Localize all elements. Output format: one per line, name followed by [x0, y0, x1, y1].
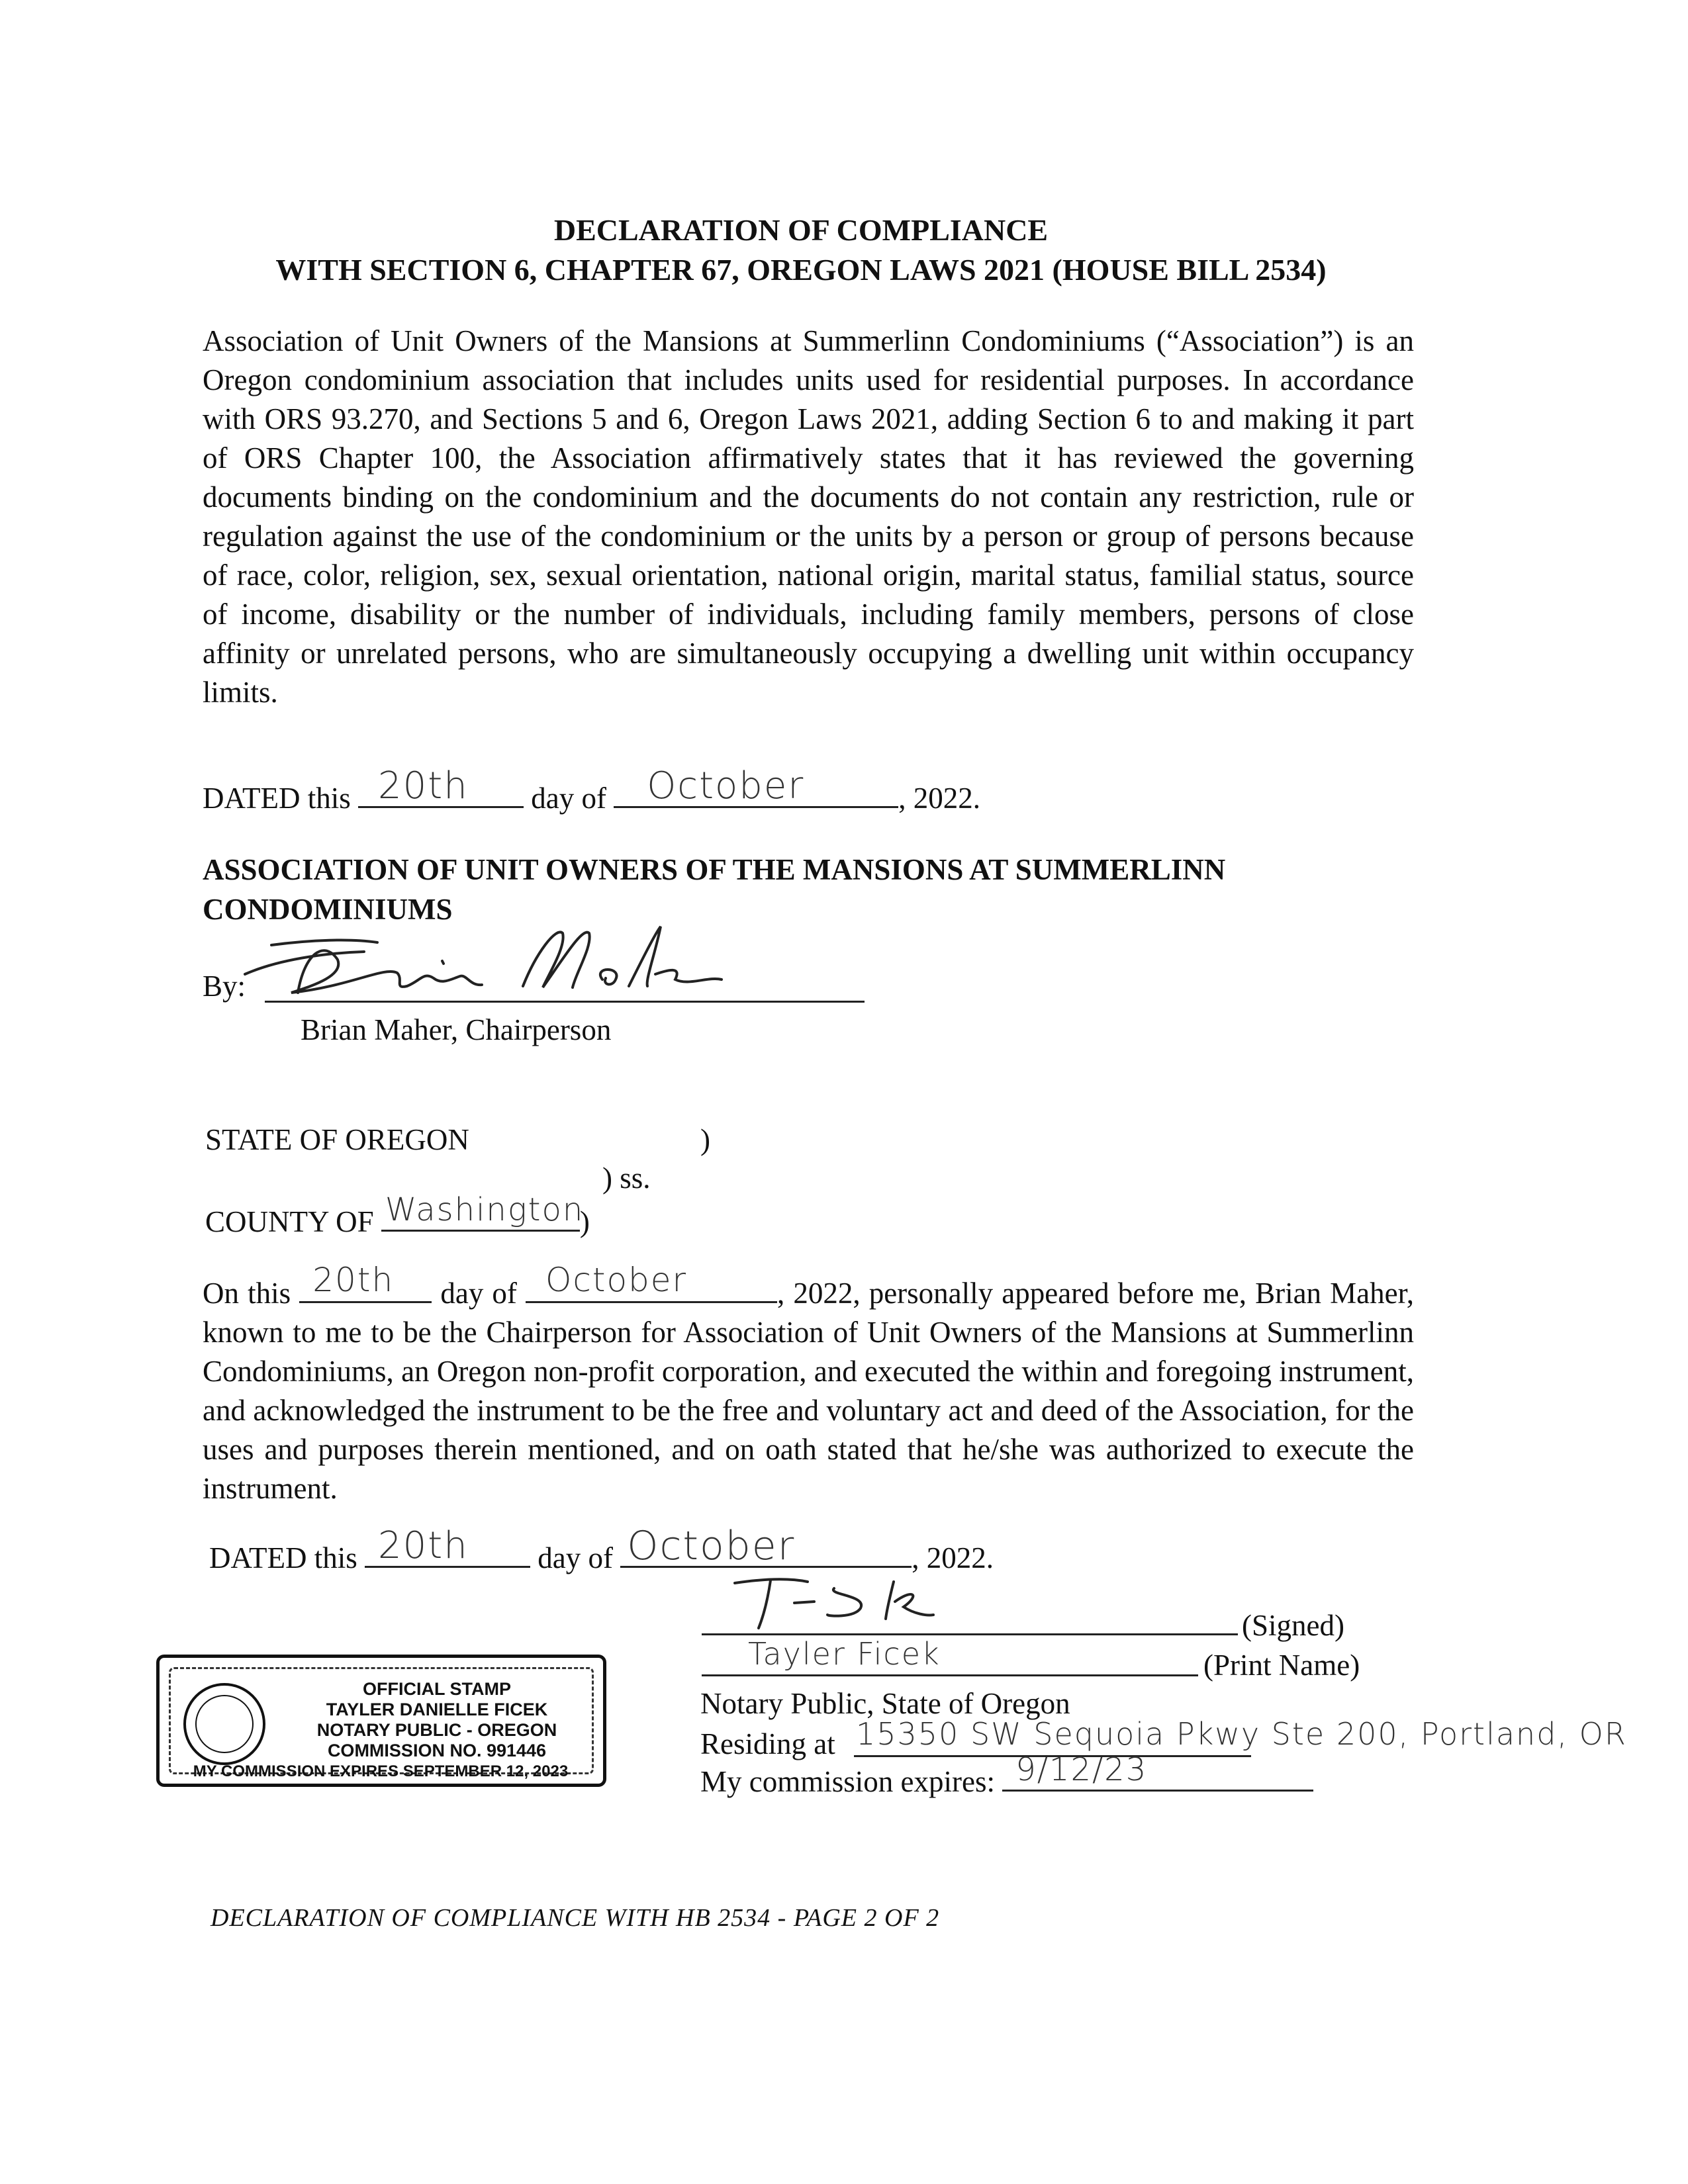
declaration-paragraph: Association of Unit Owners of the Mansions at Summerlinn Condominiums (“Association”) is an Oregon condominium association that includes units used for residential purposes. In accordance with ORS 93.270, and Sections 5 and 6, Oregon Laws 2021, adding Section 6 to and making it part of ORS Chapter 100, the Association affirmatively states that it has reviewed the governing documents binding on the condominium and the documents do not contain any restriction, rule or regulation against the use of the condominium or the units by a person or group of persons because of race, color, religion, sex, sexual orientation, national origin, marital status, familial status, source of income, disability or the number of individuals, including family members, persons of close affinity or unrelated persons, who are simultaneously occupying a dwelling unit within occupancy limits.	[203, 324, 1414, 709]
notary-signature-rule	[702, 1633, 1238, 1635]
ack-month-blank	[526, 1261, 777, 1303]
dated2-mid: day of	[538, 1541, 613, 1574]
month-blank	[614, 764, 898, 808]
expires-line	[700, 1751, 1313, 1800]
stamp-line5: MY COMMISSION EXPIRES SEPTEMBER 12, 2023	[193, 1762, 569, 1780]
county-label: COUNTY OF	[205, 1205, 374, 1238]
day-blank	[358, 764, 524, 808]
page-footer: DECLARATION OF COMPLIANCE WITH HB 2534 - PAGE 2 OF 2	[211, 1904, 940, 1932]
ss-label: ) ss.	[602, 1161, 651, 1195]
dated-line-1	[203, 764, 980, 817]
state-seal-icon	[183, 1683, 265, 1765]
handwritten-day: 20th	[378, 764, 469, 807]
handwritten-expiration: 9/12/23	[1015, 1751, 1148, 1788]
residing-blank	[843, 1716, 1627, 1754]
ack-on-this: On this	[203, 1277, 291, 1310]
signature-rule	[265, 1001, 865, 1003]
document-title-line2: WITH SECTION 6, CHAPTER 67, OREGON LAWS 2021 (HOUSE BILL 2534)	[275, 253, 1327, 287]
day2-blank	[365, 1524, 530, 1568]
dated-suffix: , 2022.	[898, 782, 980, 815]
dated2-suffix: , 2022.	[912, 1541, 994, 1574]
handwritten-day-2: 20th	[378, 1524, 469, 1567]
dated-prefix: DATED this	[203, 782, 351, 815]
acknowledgment-paragraph	[203, 1261, 1415, 1508]
state-paren: )	[700, 1123, 710, 1156]
notary-signature	[722, 1569, 1000, 1635]
month2-blank	[620, 1523, 912, 1569]
stamp-line2: TAYLER DANIELLE FICEK	[326, 1700, 548, 1719]
handwritten-ack-month: October	[545, 1261, 688, 1299]
residing-label: Residing at	[700, 1727, 835, 1760]
ack-day-of: day of	[440, 1277, 517, 1310]
handwritten-print-name: Tayler Ficek	[748, 1636, 941, 1672]
handwritten-month-2: October	[627, 1523, 796, 1569]
stamp-line1: OFFICIAL STAMP	[363, 1679, 511, 1699]
notary-title: Notary Public, State of Oregon	[700, 1687, 1070, 1720]
ack-day-blank	[299, 1261, 432, 1303]
county-line	[205, 1191, 590, 1240]
signed-label: (Signed)	[1242, 1609, 1344, 1642]
county-paren: )	[579, 1205, 590, 1238]
association-name-line2: CONDOMINIUMS	[203, 893, 453, 926]
by-label: By:	[203, 970, 246, 1003]
expires-blank	[1002, 1751, 1313, 1792]
handwritten-month: October	[647, 764, 805, 807]
dated2-prefix: DATED this	[209, 1541, 357, 1574]
ack-text: , 2022, personally appeared before me, Brian Maher, known to me to be the Chairperson for Association of Unit Owners of the Mansions at Summerlinn Condominiums, an Oregon non-profit corporation, and executed the within and foregoing instrument, and acknowledged the instrument to be the free and voluntary act and deed of the Association, for the uses and purposes therein mentioned, and on oath stated that he/she was authorized to execute the instrument.	[203, 1277, 1415, 1505]
handwritten-ack-day: 20th	[312, 1261, 395, 1299]
handwritten-county: Washington	[385, 1191, 585, 1228]
state-label: STATE OF OREGON	[205, 1123, 469, 1156]
notary-stamp	[156, 1655, 606, 1787]
expires-label: My commission expires:	[700, 1765, 995, 1798]
signer-caption: Brian Maher, Chairperson	[301, 1013, 612, 1046]
chairperson-signature	[232, 913, 735, 1013]
county-blank	[381, 1191, 585, 1232]
print-name-rule	[702, 1674, 1198, 1676]
handwritten-residing-address: 15350 SW Sequoia Pkwy Ste 200, Portland, OR	[855, 1716, 1627, 1752]
document-title-line1: DECLARATION OF COMPLIANCE	[553, 213, 1049, 247]
association-name-line1: ASSOCIATION OF UNIT OWNERS OF THE MANSIONS AT SUMMERLINN	[203, 853, 1226, 886]
dated-mid: day of	[531, 782, 606, 815]
stamp-line3: NOTARY PUBLIC - OREGON	[316, 1720, 557, 1740]
stamp-text	[193, 1679, 595, 1782]
stamp-line4: COMMISSION NO. 991446	[327, 1741, 547, 1760]
print-name-label: (Print Name)	[1203, 1649, 1360, 1682]
